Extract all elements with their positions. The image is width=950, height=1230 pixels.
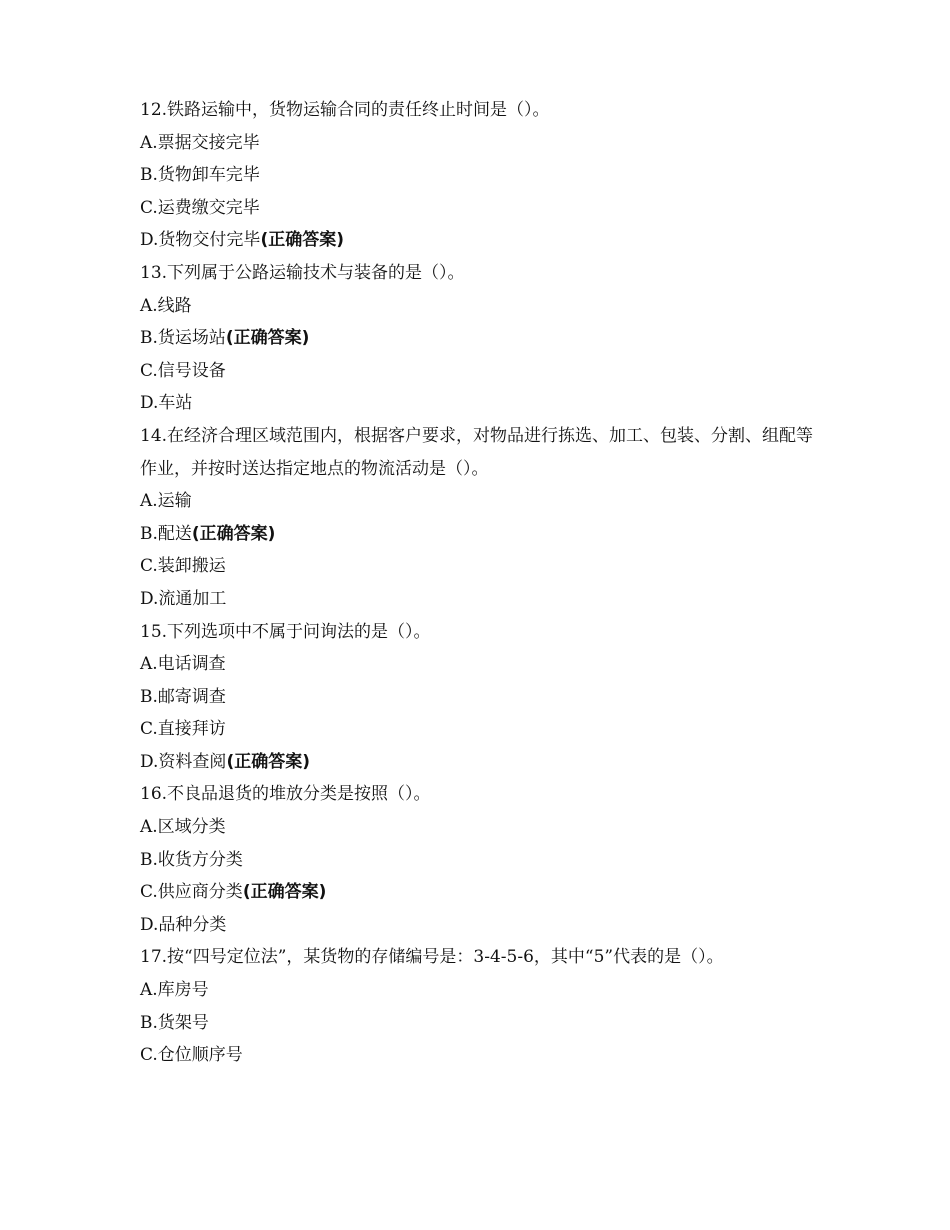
option-15-b [140, 681, 820, 714]
correct-answer-tag: (正确答案) [225, 328, 310, 349]
correct-answer-tag: (正确答案) [191, 523, 276, 544]
option-14-d [140, 583, 820, 616]
option-text: A.线路 [140, 295, 192, 316]
option-16-b [140, 844, 820, 877]
option-text: B.邮寄调查 [140, 686, 226, 707]
question-stem-15: 15.下列选项中不属于问询法的是（）。 [140, 621, 431, 642]
option-14-b [140, 518, 820, 551]
option-13-b [140, 322, 820, 355]
option-text: A.区域分类 [140, 817, 226, 838]
option-text: C.装卸搬运 [140, 556, 226, 577]
option-text: D.流通加工 [140, 588, 227, 609]
option-text: A.电话调查 [140, 654, 226, 675]
option-17-c [140, 1039, 820, 1072]
option-17-b [140, 1007, 820, 1040]
correct-answer-tag: (正确答案) [226, 751, 310, 772]
correct-answer-tag: (正确答案) [242, 882, 327, 903]
question-stem-16: 16.不良品退货的堆放分类是按照（）。 [140, 784, 431, 805]
correct-answer-tag: (正确答案) [260, 230, 344, 251]
option-text: A.运输 [140, 491, 192, 512]
option-16-d [140, 909, 820, 942]
option-text: C.信号设备 [140, 360, 226, 381]
option-16-a [140, 811, 820, 844]
option-13-a [140, 290, 820, 323]
option-text: D.货物交付完毕 [140, 230, 261, 251]
option-12-d [140, 224, 820, 257]
option-12-c [140, 192, 820, 225]
option-text: A.票据交接完毕 [140, 132, 260, 153]
question-stem-13: 13.下列属于公路运输技术与装备的是（）。 [140, 262, 465, 283]
option-14-c [140, 550, 820, 583]
option-14-a [140, 485, 820, 518]
option-text: B.货运场站 [140, 328, 226, 349]
option-text: C.供应商分类 [140, 882, 243, 903]
option-12-b [140, 159, 820, 192]
option-17-a [140, 974, 820, 1007]
question-stem-17: 17.按“四号定位法”，某货物的存储编号是：3-4-5-6，其中“5”代表的是（）。 [140, 947, 724, 968]
option-text: D.品种分类 [140, 914, 227, 935]
option-text: D.资料查阅 [140, 751, 227, 772]
option-text: B.收货方分类 [140, 849, 243, 870]
option-13-d [140, 387, 820, 420]
option-12-a [140, 127, 820, 160]
option-text: B.货架号 [140, 1012, 209, 1033]
option-text: A.库房号 [140, 980, 209, 1001]
document-page [140, 94, 820, 1072]
option-15-a [140, 648, 820, 681]
option-text: B.配送 [140, 523, 192, 544]
option-15-c [140, 713, 820, 746]
option-text: C.仓位顺序号 [140, 1045, 243, 1066]
option-text: C.运费缴交完毕 [140, 197, 260, 218]
option-16-c [140, 876, 820, 909]
option-15-d [140, 746, 820, 779]
option-text: C.直接拜访 [140, 719, 226, 740]
option-13-c [140, 355, 820, 388]
question-stem-14: 14.在经济合理区域范围内，根据客户要求，对物品进行拣选、加工、包装、分割、组配等作业，并按时送达指定地点的物流活动是（）。 [140, 425, 814, 479]
question-stem-12: 12.铁路运输中，货物运输合同的责任终止时间是（）。 [140, 100, 550, 120]
option-text: D.车站 [140, 393, 193, 414]
option-text: B.货物卸车完毕 [140, 165, 260, 186]
